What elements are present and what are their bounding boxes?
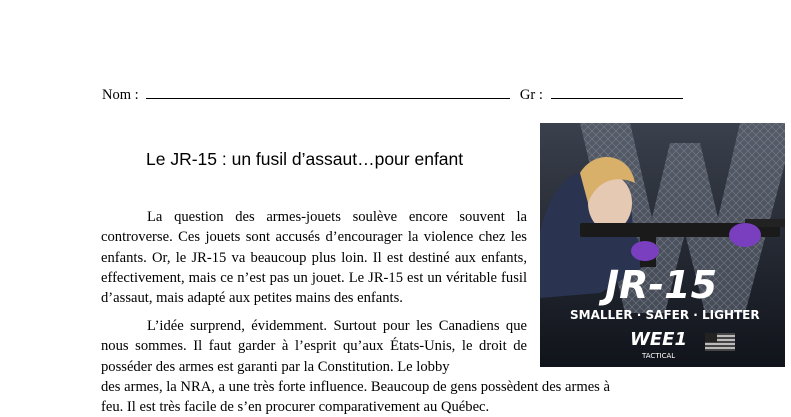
ad-tagline: SMALLER · SAFER · LIGHTER: [570, 308, 760, 322]
wee1-logo-sub: TACTICAL: [642, 352, 676, 360]
continuation-line-1: des armes, la NRA, a une très forte influence. Beaucoup de gens possèdent des armes à: [101, 379, 610, 395]
jr15-brand-text: JR-15: [605, 263, 718, 307]
continuation-line-2: feu. Il est très facile de s’en procurer comparativement au Québec.: [101, 399, 490, 415]
purple-glove: [631, 241, 659, 261]
name-label: Nom :: [102, 87, 139, 103]
jr15-ad-image: [540, 123, 785, 367]
wee1-logo: WEE1: [630, 329, 687, 350]
paragraph-2: L’idée surprend, évidemment. Surtout pour les Canadiens que nous sommes. Il faut garder à l’esprit qu’aux États-Unis, le droit de posséder des armes est garanti par la Constitution. Le lobby: [101, 318, 527, 375]
group-field[interactable]: [551, 84, 683, 99]
paragraph-1: La question des armes-jouets soulève encore souvent la controverse. Ces jouets sont accusés d’encourager la violence chez les enfants. Or, le JR-15 va beaucoup plus loin. Il est destiné aux enfants, effectivement, mais ce n’est pas un jouet. Le JR-15 est un véritable fusil d’assaut, mais adapté aux petites mains des enfants.: [101, 209, 527, 307]
page-title: Le JR-15 : un fusil d’assaut…pour enfant: [146, 149, 464, 169]
us-flag-icon: [705, 333, 735, 351]
ad-graphic: [540, 123, 785, 367]
group-label: Gr :: [519, 87, 543, 103]
worksheet-header: [102, 84, 683, 104]
name-field[interactable]: [146, 84, 510, 99]
